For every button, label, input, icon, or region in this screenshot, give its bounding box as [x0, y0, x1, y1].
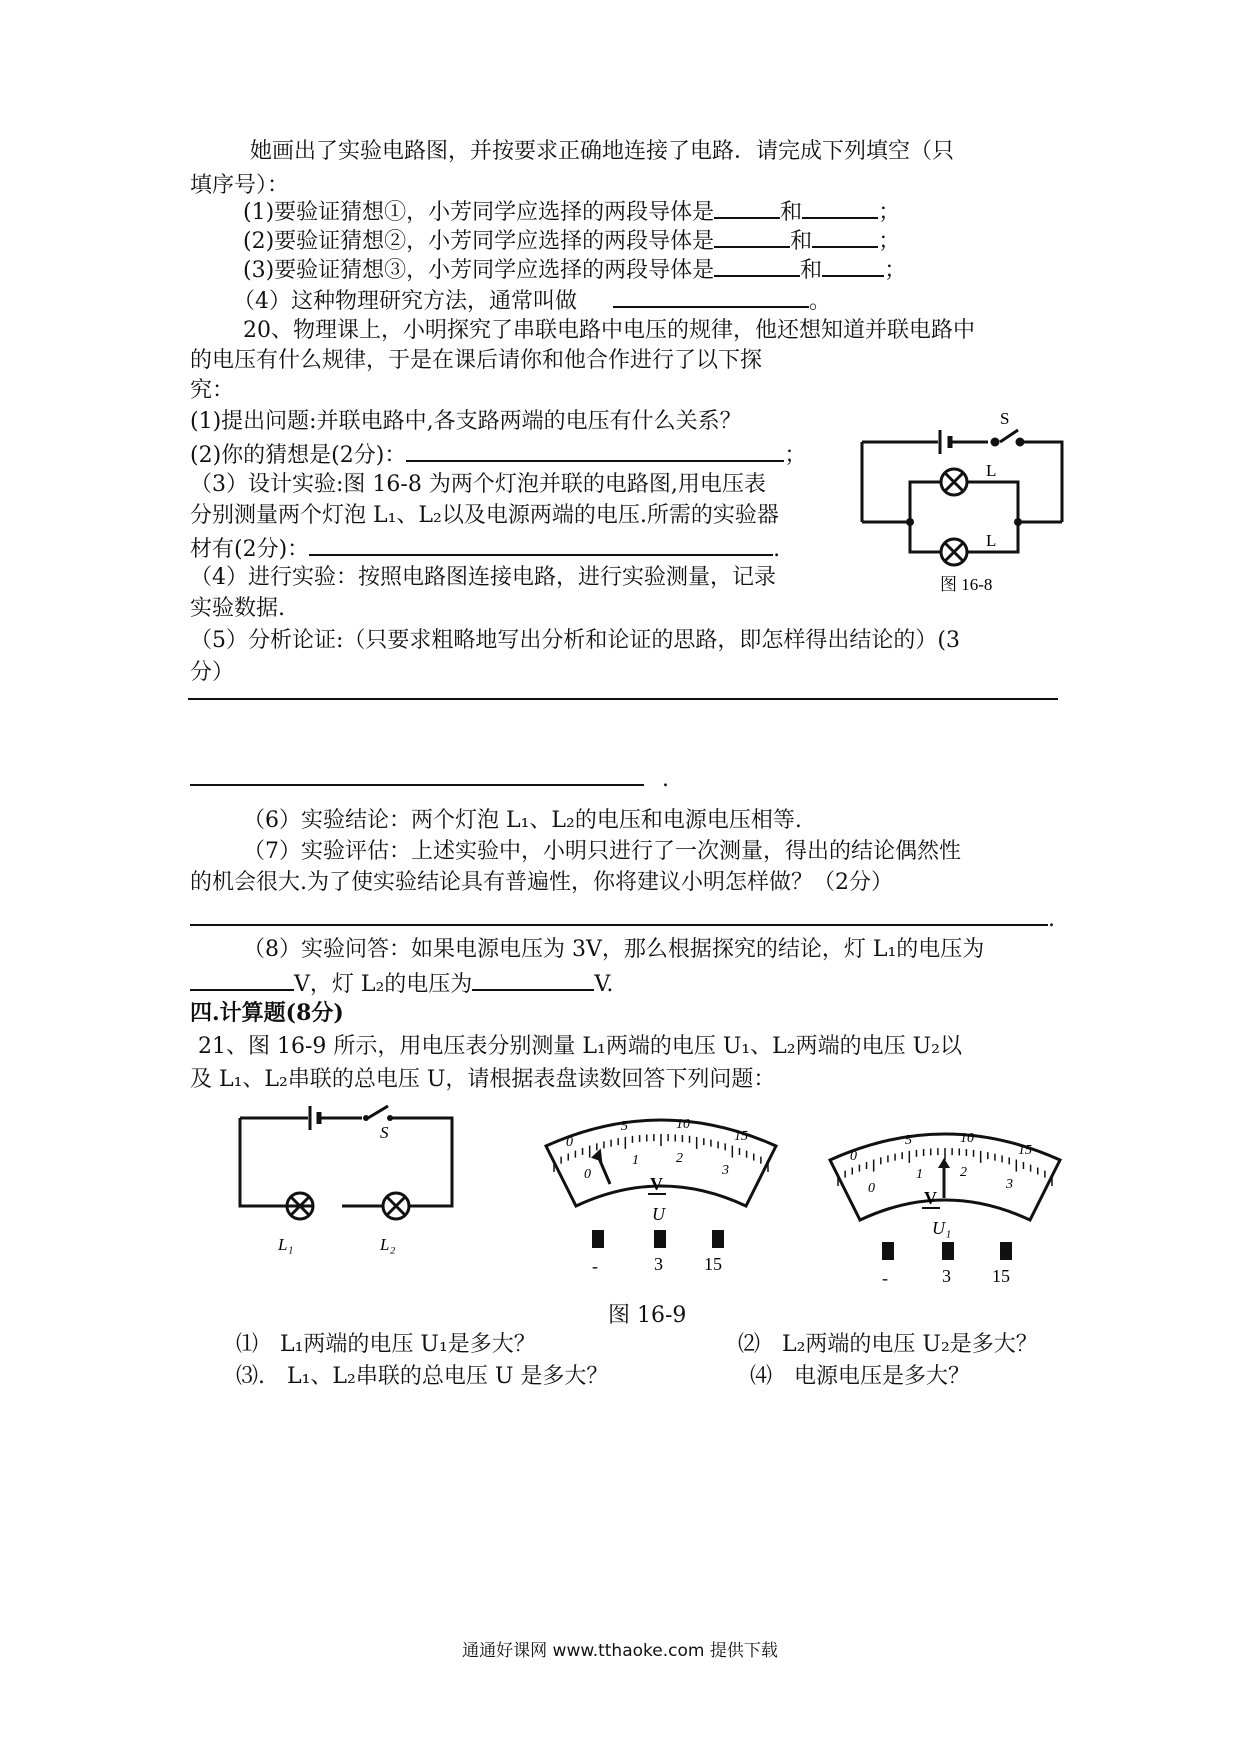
meter-label: U: [652, 1204, 665, 1224]
blank[interactable]: [613, 282, 809, 308]
q20-step-7a: （7）实验评估：上述实验中，小明只进行了一次测量，得出的结论偶然性: [243, 839, 961, 864]
terminal[interactable]: [1000, 1242, 1012, 1260]
q20-step-6: （6）实验结论：两个灯泡 L₁、L₂的电压和电源电压相等.: [243, 808, 802, 833]
q20-step-7-answer: .: [190, 900, 1055, 937]
blank[interactable]: [472, 965, 594, 991]
q20-step-5-answer: .: [190, 760, 669, 797]
q19-item-3: (3)要验证猜想③，小芳同学应选择的两段导体是 和 ；: [243, 251, 906, 288]
q20-step-5a: （5）分析论证:（只要求粗略地写出分析和论证的思路，即怎样得出结论的）(3: [190, 628, 960, 653]
q20-line-3: 究：: [190, 378, 235, 403]
terminal[interactable]: [712, 1230, 724, 1248]
blank[interactable]: [714, 222, 790, 248]
q20-step-4a: （4）进行实验：按照电路图连接电路，进行实验测量，记录: [190, 565, 776, 590]
section-title: 四.计算题(8分): [190, 1000, 344, 1026]
q20-step-2: (2)你的猜想是(2分)： ；: [190, 436, 806, 473]
scale-label: 15: [734, 1129, 748, 1144]
terminal-label: 3: [942, 1266, 951, 1286]
answer-line[interactable]: [188, 698, 1058, 700]
scale-label: 1: [916, 1167, 923, 1182]
unit-label: V: [924, 1188, 937, 1208]
unit-label: V: [650, 1174, 663, 1194]
voltmeter-u: [536, 1106, 786, 1276]
scale-label: 1: [632, 1153, 639, 1168]
q20-step-8a: （8）实验问答：如果电源电压为 3V，那么根据探究的结论，灯 L₁的电压为: [243, 937, 985, 962]
q20-step-3c: 材有(2分)： .: [190, 530, 780, 567]
terminal[interactable]: [882, 1242, 894, 1260]
equipment-blank[interactable]: [309, 530, 773, 556]
terminal[interactable]: [942, 1242, 954, 1260]
terminal-label: 3: [654, 1254, 663, 1274]
answer-line[interactable]: [190, 760, 644, 786]
terminal-label: 15: [992, 1266, 1010, 1286]
voltmeter-u1: [820, 1120, 1070, 1290]
q20-line-1: 20、物理课上，小明探究了串联电路中电压的规律，他还想知道并联电路中: [243, 318, 975, 343]
q20-step-5b: 分）: [190, 660, 235, 685]
figure-caption: 图 16-8: [940, 575, 993, 594]
scale-label: 10: [960, 1131, 974, 1146]
q19-item-2: (2)要验证猜想②，小芳同学应选择的两段导体是 和 ；: [243, 222, 900, 259]
q19-item-1: (1)要验证猜想①，小芳同学应选择的两段导体是 和 ；: [243, 193, 900, 230]
scale-label: 2: [676, 1151, 683, 1166]
scale-label: 5: [621, 1119, 628, 1134]
blank[interactable]: [822, 251, 884, 277]
terminal[interactable]: [592, 1230, 604, 1248]
lamp-1-label: L₁: [278, 1235, 294, 1254]
q21-sub-2: ⑵ L₂两端的电压 U₂是多大？: [738, 1332, 1038, 1357]
q20-step-4b: 实验数据.: [190, 596, 285, 621]
figure-caption: 图 16-9: [608, 1303, 687, 1328]
series-circuit: [230, 1102, 460, 1262]
q20-step-3a: （3）设计实验:图 16-8 为两个灯泡并联的电路图,用电压表: [190, 472, 766, 497]
lamp-2-label: L₂: [380, 1235, 396, 1254]
answer-line[interactable]: [190, 900, 1048, 926]
lamp-label: L: [986, 461, 997, 480]
terminal-label: -: [882, 1268, 888, 1288]
q21-line-2: 及 L₁、L₂串联的总电压 U，请根据表盘读数回答下列问题：: [190, 1067, 776, 1092]
q20-step-8b: V，灯 L₂的电压为 V.: [190, 965, 613, 1002]
q20-step-7b: 的机会很大.为了使实验结论具有普遍性，你将建议小明怎样做？（2分）: [190, 870, 893, 895]
lamp-label: L: [986, 531, 997, 550]
blank[interactable]: [190, 965, 294, 991]
blank[interactable]: [714, 251, 800, 277]
scale-label: 10: [676, 1117, 690, 1132]
scale-label: 0: [868, 1181, 875, 1196]
q20-step-3b: 分别测量两个灯泡 L₁、L₂以及电源两端的电压.所需的实验器: [190, 503, 779, 528]
scale-label: 0: [850, 1149, 857, 1164]
switch-label: S: [380, 1123, 389, 1142]
blank[interactable]: [802, 193, 878, 219]
guess-blank[interactable]: [406, 436, 784, 462]
scale-label: 5: [905, 1133, 912, 1148]
q21-sub-1: ⑴ L₁两端的电压 U₁是多大？: [236, 1332, 536, 1357]
intro-line-1: 她画出了实验电路图，并按要求正确地连接了电路．请完成下列填空（只: [250, 139, 955, 164]
q21-line-1: 21、图 16-9 所示，用电压表分别测量 L₁两端的电压 U₁、L₂两端的电压 U₂以: [198, 1034, 962, 1059]
terminal-label: 15: [704, 1254, 722, 1274]
footer: 通通好课网 www.tthaoke.com 提供下载: [462, 1641, 778, 1661]
blank[interactable]: [812, 222, 878, 248]
q20-line-2: 的电压有什么规律，于是在课后请你和他合作进行了以下探: [190, 348, 763, 373]
terminal-label: -: [592, 1256, 598, 1276]
q21-sub-3: ⑶. L₁、L₂串联的总电压 U 是多大？: [236, 1364, 609, 1389]
scale-label: 3: [722, 1163, 729, 1178]
q20-step-1: (1)提出问题:并联电路中,各支路两端的电压有什么关系？: [190, 409, 742, 434]
terminal[interactable]: [654, 1230, 666, 1248]
meter-label: U₁: [932, 1218, 952, 1238]
scale-label: 0: [566, 1135, 573, 1150]
scale-label: 2: [960, 1165, 967, 1180]
q19-item-4: （4）这种物理研究方法，通常叫做 。: [233, 282, 831, 319]
blank[interactable]: [714, 193, 780, 219]
q21-sub-4: ⑷ 电源电压是多大？: [750, 1364, 971, 1389]
switch-label: S: [1000, 410, 1010, 428]
scale-label: 15: [1018, 1143, 1032, 1158]
intro-line-2: 填序号）：: [190, 173, 290, 198]
scale-label: 3: [1006, 1177, 1013, 1192]
scale-label: 0: [584, 1167, 591, 1182]
figure-16-8: [850, 410, 1080, 596]
